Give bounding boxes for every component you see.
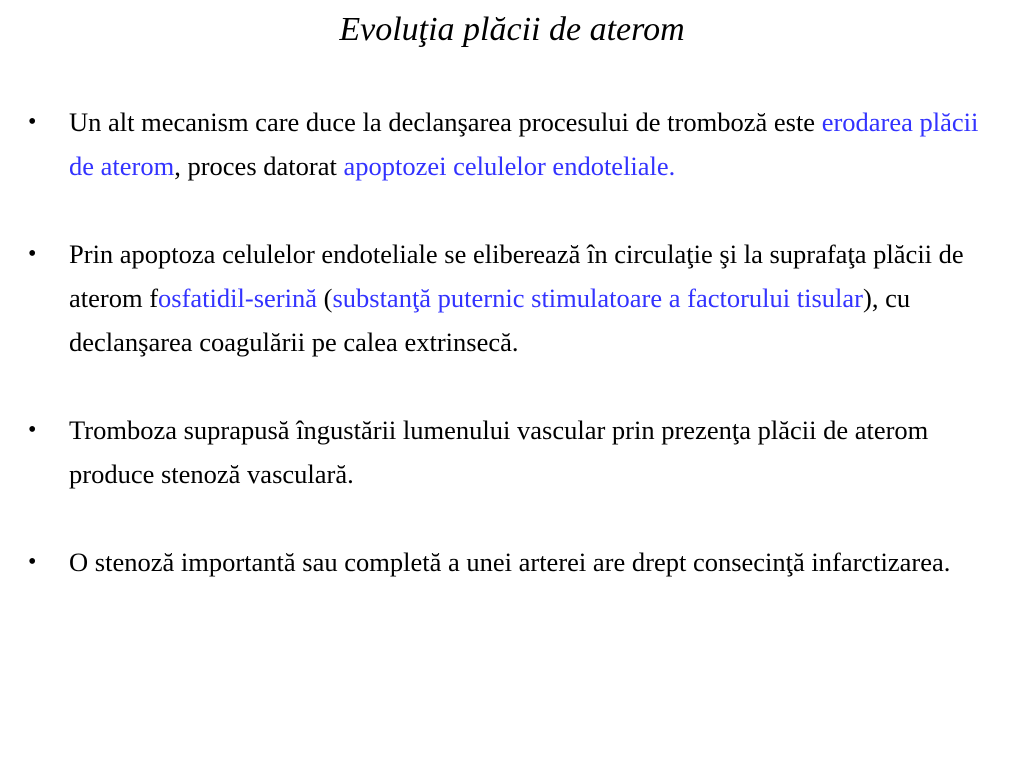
- highlighted-text-run: substanţă puternic stimulatoare a factorului tisular: [332, 283, 864, 313]
- bullet-text: [69, 107, 978, 181]
- highlighted-text-run: apoptozei celulelor endoteliale.: [343, 151, 676, 181]
- bullet-icon: •: [28, 549, 37, 575]
- text-run: Un alt mecanism care duce la declanşarea procesului de tromboză este: [69, 107, 822, 137]
- bullet-item: [0, 100, 1024, 188]
- bullet-icon: •: [28, 241, 37, 267]
- bullet-text: [69, 415, 928, 489]
- highlighted-text-run: erodarea plăcii de aterom: [69, 107, 979, 181]
- bullet-item: [0, 540, 1024, 584]
- bullet-list: [0, 100, 1024, 584]
- slide-title: Evoluţia plăcii de aterom: [339, 11, 685, 48]
- highlighted-text-run: osfatidil-serină: [158, 283, 317, 313]
- bullet-text: [69, 547, 950, 577]
- text-run: (: [316, 283, 333, 313]
- text-run: Prin apoptoza celulelor endoteliale se eliberează în circulaţie şi la suprafaţa plăcii de aterom f: [69, 239, 964, 313]
- text-run: Tromboza suprapusă îngustării lumenului vascular prin prezenţa plăcii de aterom produce stenoză vasculară.: [69, 415, 929, 489]
- bullet-text: [69, 239, 964, 357]
- text-run: O stenoză importantă sau completă a unei arterei are drept consecinţă infarctizarea.: [69, 547, 951, 577]
- bullet-item: [0, 408, 1024, 496]
- bullet-icon: •: [28, 417, 37, 443]
- text-run: , proces datorat: [174, 151, 344, 181]
- bullet-icon: •: [28, 109, 37, 135]
- bullet-item: [0, 232, 1024, 364]
- text-run: ), cu declanşarea coagulării pe calea extrinsecă.: [69, 283, 911, 357]
